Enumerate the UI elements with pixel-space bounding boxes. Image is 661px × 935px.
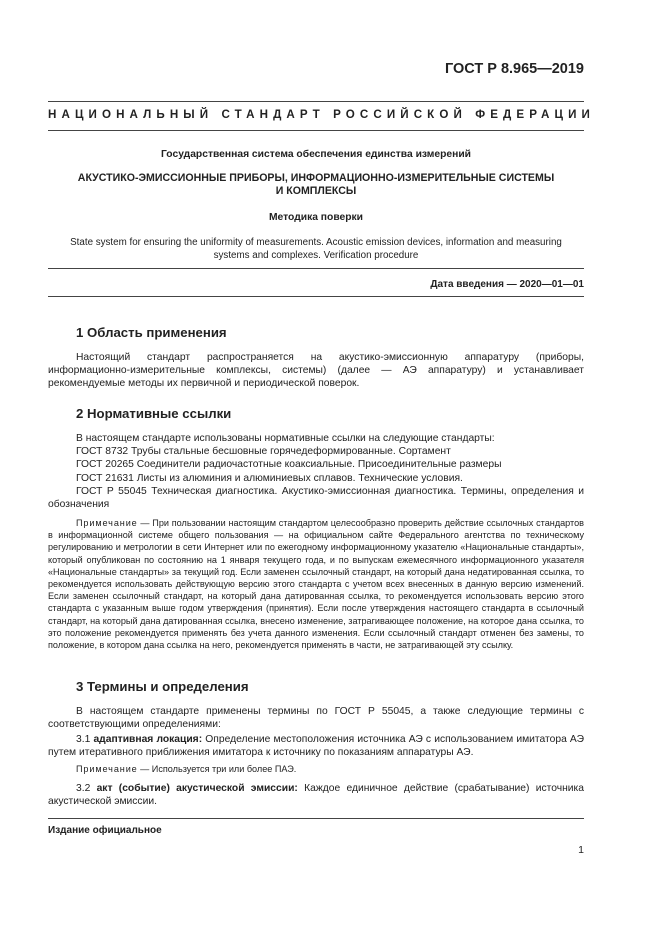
term-number: 3.2 bbox=[76, 783, 97, 794]
section-2-reference-list bbox=[48, 432, 584, 511]
term-name: адаптивная локация: bbox=[93, 734, 203, 745]
official-edition-label: Издание официальное bbox=[48, 825, 162, 836]
section-2-heading: 2 Нормативные ссылки bbox=[76, 406, 232, 421]
term-3-2 bbox=[48, 782, 584, 808]
note-text: — Используется три или более ПАЭ. bbox=[137, 764, 297, 774]
term-3-1 bbox=[48, 733, 584, 759]
top-rule bbox=[48, 101, 584, 102]
system-title: Государственная система обеспечения единства измерений bbox=[160, 149, 471, 160]
english-title-line-1: State system for ensuring the uniformity of measurements. Acoustic emission devices, information and measuring bbox=[70, 237, 562, 248]
note-label: Примечание bbox=[76, 764, 138, 774]
main-title-line-1: АКУСТИКО-ЭМИССИОННЫЕ ПРИБОРЫ, ИНФОРМАЦИОННО-ИЗМЕРИТЕЛЬНЫЕ СИСТЕМЫ bbox=[77, 172, 555, 184]
section-3-heading: 3 Термины и определения bbox=[76, 679, 249, 694]
date-rule bbox=[48, 296, 584, 297]
banner-rule bbox=[48, 130, 584, 131]
main-title bbox=[48, 172, 584, 199]
term-name: акт (событие) акустической эмиссии: bbox=[96, 783, 298, 794]
national-standard-banner: НАЦИОНАЛЬНЫЙ СТАНДАРТ РОССИЙСКОЙ ФЕДЕРАЦИИ bbox=[48, 108, 595, 121]
subtitle: Методика поверки bbox=[268, 212, 364, 223]
footer-rule bbox=[48, 818, 584, 819]
page-number: 1 bbox=[578, 844, 584, 856]
english-title-line-2: systems and complexes. Verification procedure bbox=[213, 250, 419, 261]
section-3-intro: В настоящем стандарте применены термины по ГОСТ Р 55045, а также следующие термины с соответствующими определениями: bbox=[48, 706, 584, 731]
section-1-heading: 1 Область применения bbox=[76, 325, 227, 340]
section-3-note bbox=[48, 763, 584, 775]
reference-item: ГОСТ 20265 Соединители радиочастотные коаксиальные. Присоединительные размеры bbox=[76, 459, 502, 471]
term-definition: Определение местоположения источника АЭ с использованием имитатора АЭ путем итеративного приближения имитатора к источнику по показаниям аппаратуры АЭ. bbox=[48, 734, 584, 759]
document-code: ГОСТ Р 8.965—2019 bbox=[444, 61, 584, 77]
references-intro: В настоящем стандарте использованы нормативные ссылки на следующие стандарты: bbox=[76, 433, 495, 444]
reference-item: ГОСТ Р 55045 Техническая диагностика. Акустико-эмиссионная диагностика. Термины, определения и обозначения bbox=[48, 485, 584, 511]
introduction-date: Дата введения — 2020—01—01 bbox=[430, 279, 584, 290]
main-title-line-2: И КОМПЛЕКСЫ bbox=[275, 185, 357, 198]
english-title bbox=[48, 236, 584, 262]
note-label: Примечание bbox=[76, 518, 138, 528]
reference-item: ГОСТ 8732 Трубы стальные бесшовные горячедеформированные. Сортамент bbox=[76, 446, 451, 458]
note-text: — При пользовании настоящим стандартом целесообразно проверить действие ссылочных стандартов в информационной системе общего пользования — на официальном сайте Федерального агентства по техническому регулированию и метрологии в сети Интернет или по ежегодному информационному указателю «Национальные стандарты», который опубликован по состоянию на 1 января текущего года, и по выпускам ежемесячного информационного указателя «Национальные стандарты» за текущий год. Если заменен ссылочный стандарт, на который дана недатированная ссылка, то рекомендуется использовать действующую версию этого стандарта с учетом всех внесенных в данную версию изменений. Если заменен ссылочный стандарт, на который дана датированная ссылка, то рекомендуется использовать версию этого стандарта с указанным выше годом утверждения (принятия). Если после утверждения настоящего стандарта в ссылочный стандарт, на который дана датированная ссылка, внесено изменение, затрагивающее положение, на которое дана ссылка, то это положение рекомендуется применять без учета данного изменения. Если ссылочный стандарт отменен без замены, то положение, в котором дана ссылка на него, рекомендуется применять в части, не затрагивающей эту ссылку. bbox=[48, 518, 584, 651]
title-rule bbox=[48, 268, 584, 269]
section-2-note bbox=[48, 517, 584, 651]
term-definition: Каждое единичное действие (срабатывание) источника акустической эмиссии. bbox=[48, 783, 584, 808]
section-1-text: Настоящий стандарт распространяется на акустико-эмиссионную аппаратуру (приборы, информационно-измерительные комплексы, системы) (далее — АЭ аппаратуру) и устанавливает рекомендуемые методы их первичной и периодической поверок. bbox=[48, 352, 584, 390]
reference-item: ГОСТ 21631 Листы из алюминия и алюминиевых сплавов. Технические условия. bbox=[76, 472, 463, 484]
term-number: 3.1 bbox=[76, 734, 94, 745]
